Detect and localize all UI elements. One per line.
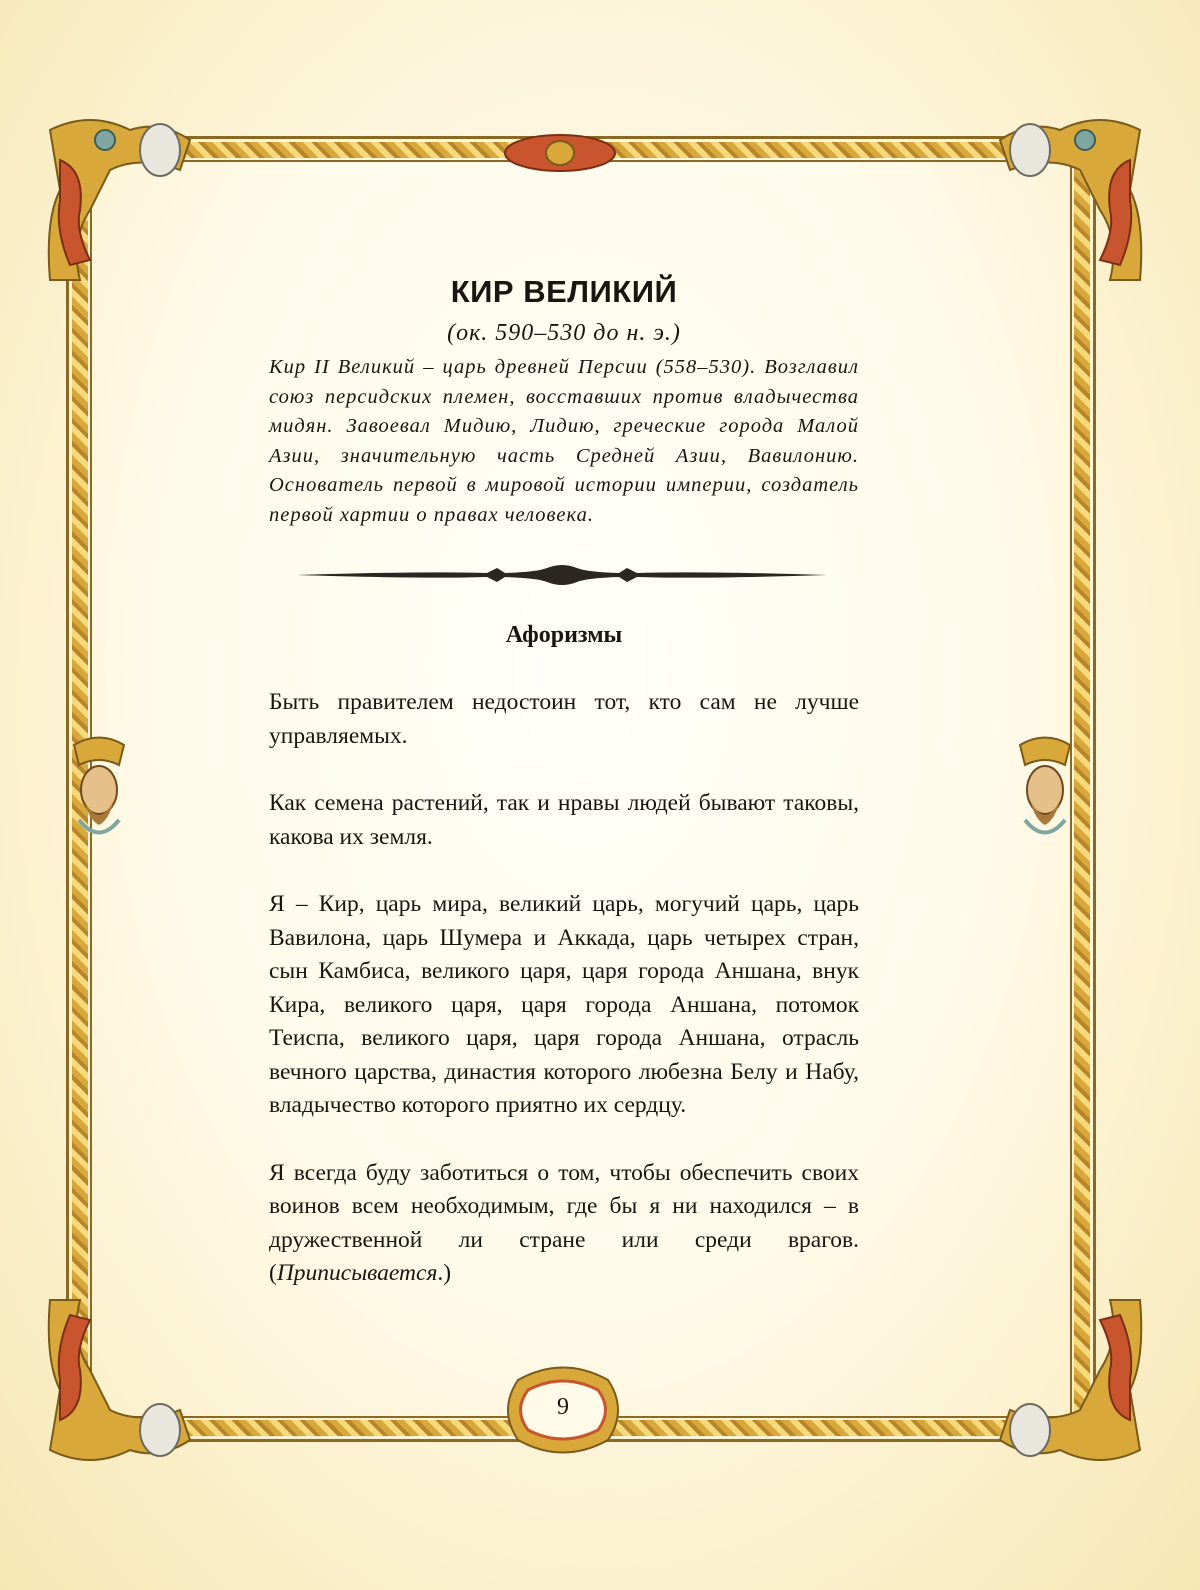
life-dates: (ок. 590–530 до н. э.) bbox=[447, 320, 681, 346]
aphorism-item: Как семена растений, так и нравы людей бывают таковы, какова их земля. bbox=[269, 790, 859, 850]
top-center-medallion bbox=[500, 128, 620, 178]
corner-ornament-top-right bbox=[960, 100, 1160, 300]
aphorism-item: Я – Кир, царь мира, великий царь, могучий царь, царь Вавилона, царь Шумера и Аккада, царь четырех стран, сын Камбиса, великого царя, царя города Аншана, внук Кира, великого царя, царя города Аншана, потомок Теиспа, великого царя, царя города Аншана, отрасль вечного царства, династия которого любезна Белу и Набу, владычество которого приятно их сердцу. bbox=[269, 891, 859, 1118]
aphorism-item-with-attribution bbox=[269, 1157, 859, 1291]
aphorism-list bbox=[269, 686, 859, 1325]
corner-ornament-bottom-right bbox=[960, 1280, 1160, 1480]
biography-text: Кир II Великий – царь древней Персии (558–530). Возглавил союз персидских племен, восставших против владычества мидян. Завоевал Мидию, Лидию, греческие города Малой Азии, значительную часть Средней Азии, Вавилонию. Основатель первой в мировой истории империи, создатель первой хартии о правах человека. bbox=[269, 356, 859, 526]
side-medallion-left bbox=[64, 735, 134, 845]
corner-ornament-bottom-left bbox=[30, 1280, 230, 1480]
aphorism-item: Быть правителем недостоин тот, кто сам не лучше управляемых. bbox=[269, 689, 859, 749]
attribution-open: ( bbox=[269, 1260, 277, 1286]
corner-ornament-top-left bbox=[30, 100, 230, 300]
section-heading-aphorisms: Афоризмы bbox=[505, 622, 623, 648]
ornamental-divider bbox=[297, 560, 827, 590]
aphorism-text: Я всегда буду заботиться о том, чтобы обеспечить своих воинов всем необходимым, где бы я ни находился – в дружественной ли стране или среди врагов. bbox=[269, 1159, 859, 1253]
biography-block bbox=[269, 270, 859, 530]
page-number: 9 bbox=[557, 1394, 569, 1420]
attribution-close: .) bbox=[437, 1260, 452, 1286]
attribution-note: Приписывается bbox=[276, 1260, 438, 1286]
page-title: КИР ВЕЛИКИЙ bbox=[450, 274, 678, 309]
side-medallion-right bbox=[1010, 735, 1080, 845]
